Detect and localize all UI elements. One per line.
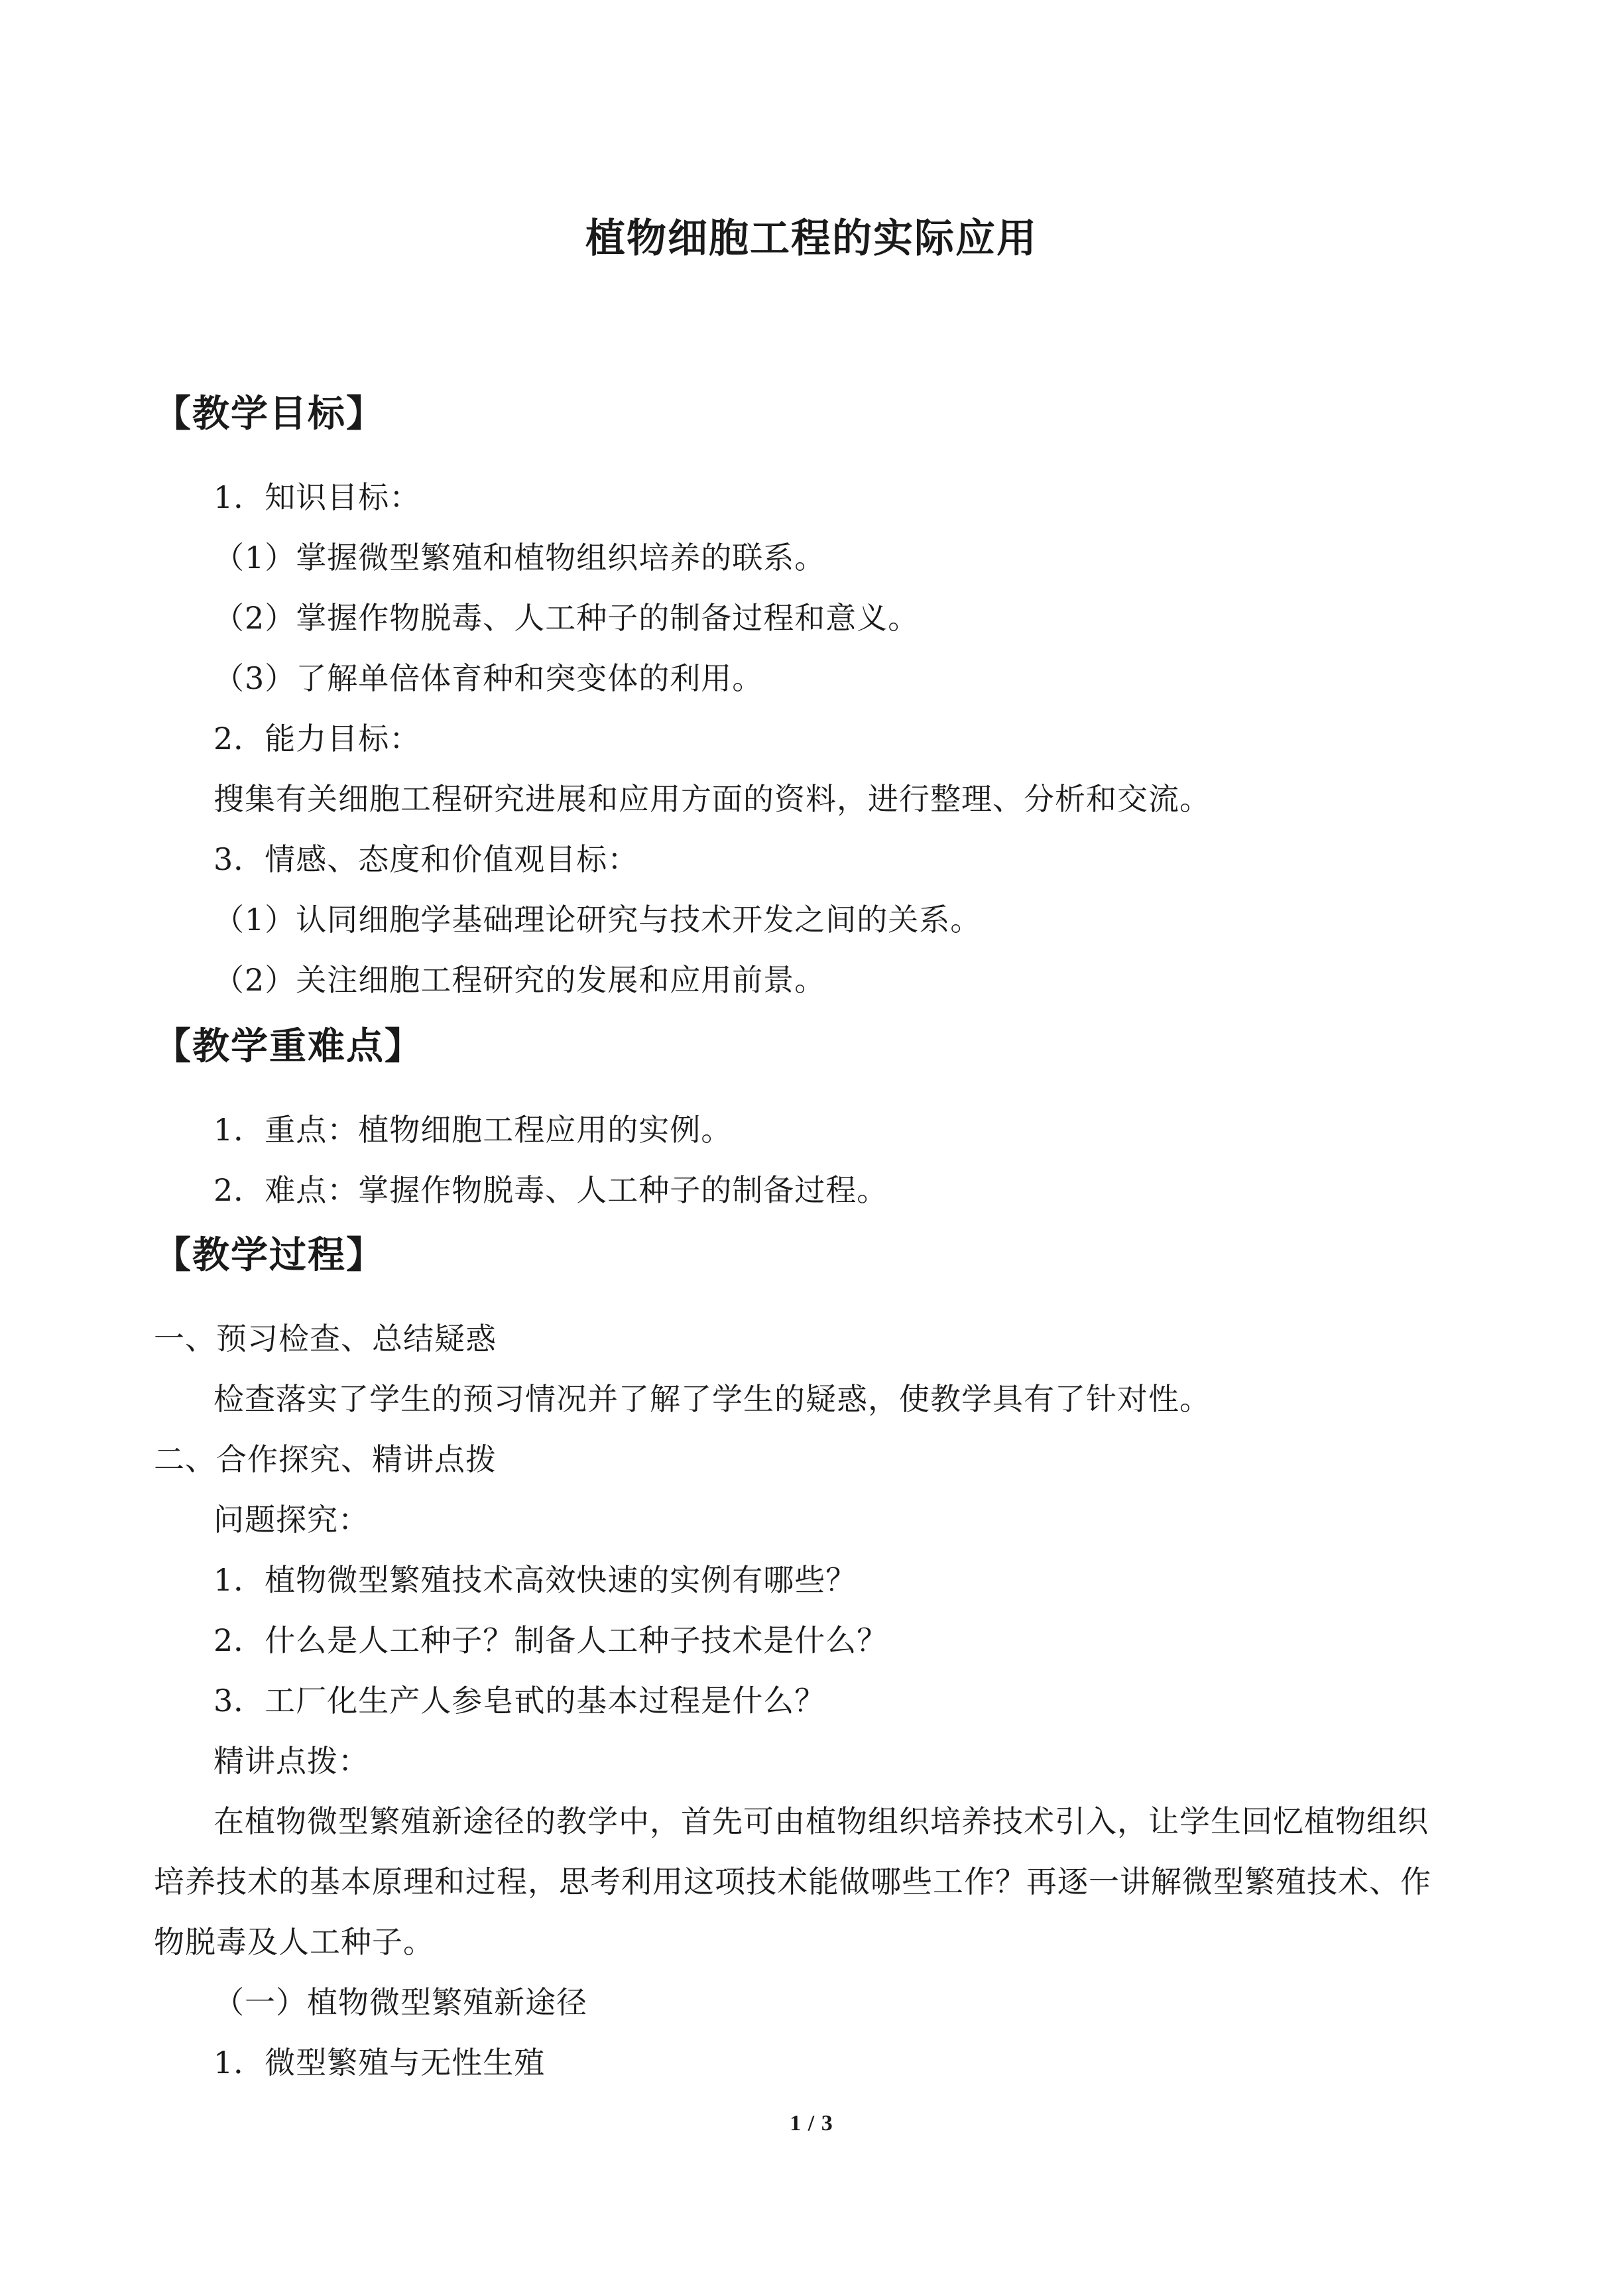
- objective-item: （1）掌握微型繁殖和植物组织培养的联系。: [213, 540, 826, 575]
- section-heading-objectives: 【教学目标】: [154, 392, 385, 436]
- process-subheading: 精讲点拨：: [213, 1743, 369, 1779]
- process-subsection-heading: （一）植物微型繁殖新途径: [213, 1984, 587, 2020]
- page-title: 植物细胞工程的实际应用: [585, 215, 1038, 262]
- process-step-heading: 二、合作探究、精讲点拨: [154, 1441, 497, 1477]
- process-paragraph: 检查落实了学生的预习情况并了解了学生的疑惑，使教学具有了针对性。: [213, 1381, 1211, 1417]
- objective-item: （3）了解单倍体育种和突变体的利用。: [213, 660, 764, 696]
- section-heading-key-points: 【教学重难点】: [154, 1024, 423, 1068]
- objective-item: （2）掌握作物脱毒、人工种子的制备过程和意义。: [213, 600, 920, 636]
- key-point-item: 2．难点：掌握作物脱毒、人工种子的制备过程。: [213, 1172, 888, 1208]
- objective-item: （1）认同细胞学基础理论研究与技术开发之间的关系。: [213, 902, 982, 937]
- process-step-heading: 一、预习检查、总结疑惑: [154, 1321, 497, 1357]
- objective-emotion-heading: 3．情感、态度和价值观目标：: [213, 841, 639, 877]
- question-item: 3．工厂化生产人参皂甙的基本过程是什么？: [213, 1683, 826, 1719]
- page-footer: [0, 2112, 1623, 2135]
- process-paragraph: 在植物微型繁殖新途径的教学中，首先可由植物组织培养技术引入，让学生回忆植物组织: [213, 1803, 1429, 1839]
- question-item: 2．什么是人工种子？制备人工种子技术是什么？: [213, 1622, 888, 1658]
- process-paragraph: 培养技术的基本原理和过程，思考利用这项技术能做哪些工作？再逐一讲解微型繁殖技术、作: [154, 1864, 1431, 1900]
- page-number: 1 / 3: [790, 2111, 833, 2136]
- objective-item: 搜集有关细胞工程研究进展和应用方面的资料，进行整理、分析和交流。: [213, 781, 1211, 817]
- key-point-item: 1．重点：植物细胞工程应用的实例。: [213, 1112, 733, 1148]
- process-subheading: 问题探究：: [213, 1502, 369, 1538]
- objective-knowledge-heading: 1．知识目标：: [213, 479, 421, 515]
- objective-ability-heading: 2．能力目标：: [213, 721, 421, 756]
- section-heading-process: 【教学过程】: [154, 1233, 385, 1277]
- objective-item: （2）关注细胞工程研究的发展和应用前景。: [213, 962, 826, 998]
- process-paragraph: 物脱毒及人工种子。: [154, 1924, 434, 1960]
- process-item: 1．微型繁殖与无性生殖: [213, 2045, 546, 2081]
- question-item: 1．植物微型繁殖技术高效快速的实例有哪些？: [213, 1562, 857, 1598]
